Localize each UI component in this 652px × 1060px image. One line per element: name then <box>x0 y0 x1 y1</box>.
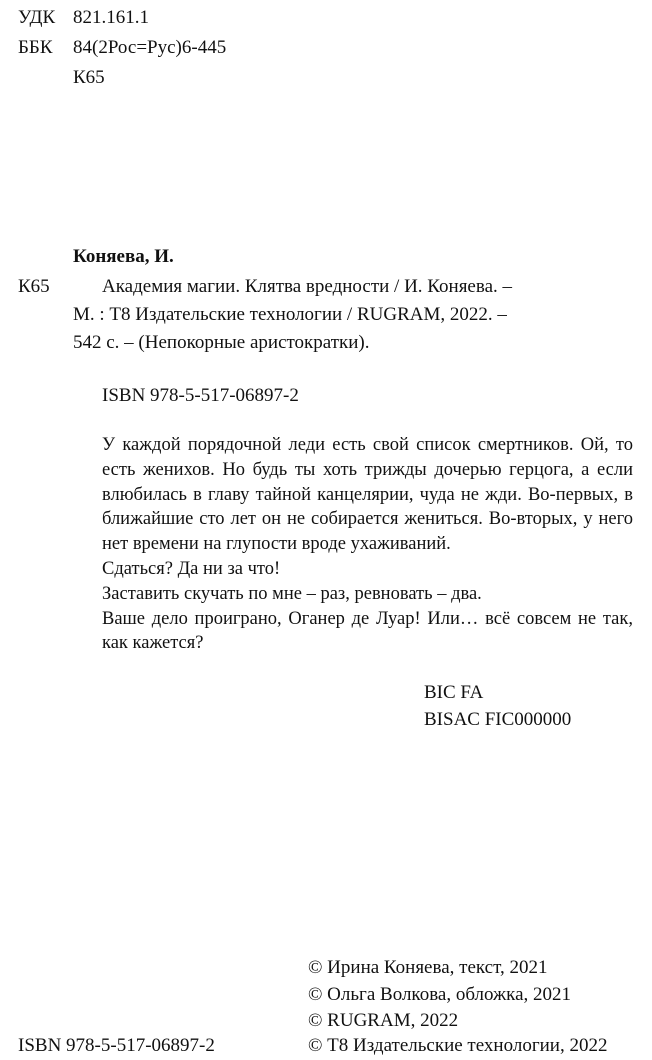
footer-isbn: ISBN 978-5-517-06897-2 <box>18 1035 215 1056</box>
record-author-mark: К65 <box>18 276 50 297</box>
bisac-code: BISAC FIC000000 <box>424 709 572 730</box>
copyright-line-2: © Ольга Волкова, обложка, 2021 <box>308 984 572 1005</box>
bic-code: BIC FA <box>424 682 484 703</box>
udk-value: 821.161.1 <box>73 7 149 28</box>
copyright-line-3: © RUGRAM, 2022 <box>308 1010 459 1031</box>
udk-label: УДК <box>18 7 56 28</box>
record-isbn: ISBN 978-5-517-06897-2 <box>102 385 299 406</box>
bbk-value: 84(2Рос=Рус)6-445 <box>73 37 227 58</box>
copyright-line-1: © Ирина Коняева, текст, 2021 <box>308 957 548 978</box>
author-heading: Коняева, И. <box>73 246 174 267</box>
annotation-paragraph-3: Заставить скучать по мне – раз, ревновать – два. <box>102 583 482 604</box>
record-title-line-1: Академия магии. Клятва вредности / И. Коняева. – <box>102 276 513 297</box>
annotation-paragraph-1: У каждой порядочной леди есть свой список смертников. Ой, то есть женихов. Но будь ты хоть трижды дочерью герцога, а если влюбилась в главу тайной канцелярии, чуда не жди. Во-первых, в ближайшие сто лет он не собирается жениться. Во-вторых, у него нет времени на глупости вроде ухаживаний. <box>102 435 633 555</box>
annotation <box>102 433 633 656</box>
record-title-line-3: 542 с. – (Непокорные аристократки). <box>73 332 370 353</box>
record-title-line-2: М. : Т8 Издательские технологии / RUGRAM, 2022. – <box>73 304 507 325</box>
author-mark: К65 <box>73 67 105 88</box>
bbk-label: ББК <box>18 37 53 58</box>
annotation-paragraph-2: Сдаться? Да ни за что! <box>102 558 281 579</box>
copyright-line-4: © Т8 Издательские технологии, 2022 <box>308 1035 608 1056</box>
annotation-paragraph-4: Ваше дело проиграно, Оганер де Луар! Или… всё совсем не так, как кажется? <box>102 608 633 654</box>
